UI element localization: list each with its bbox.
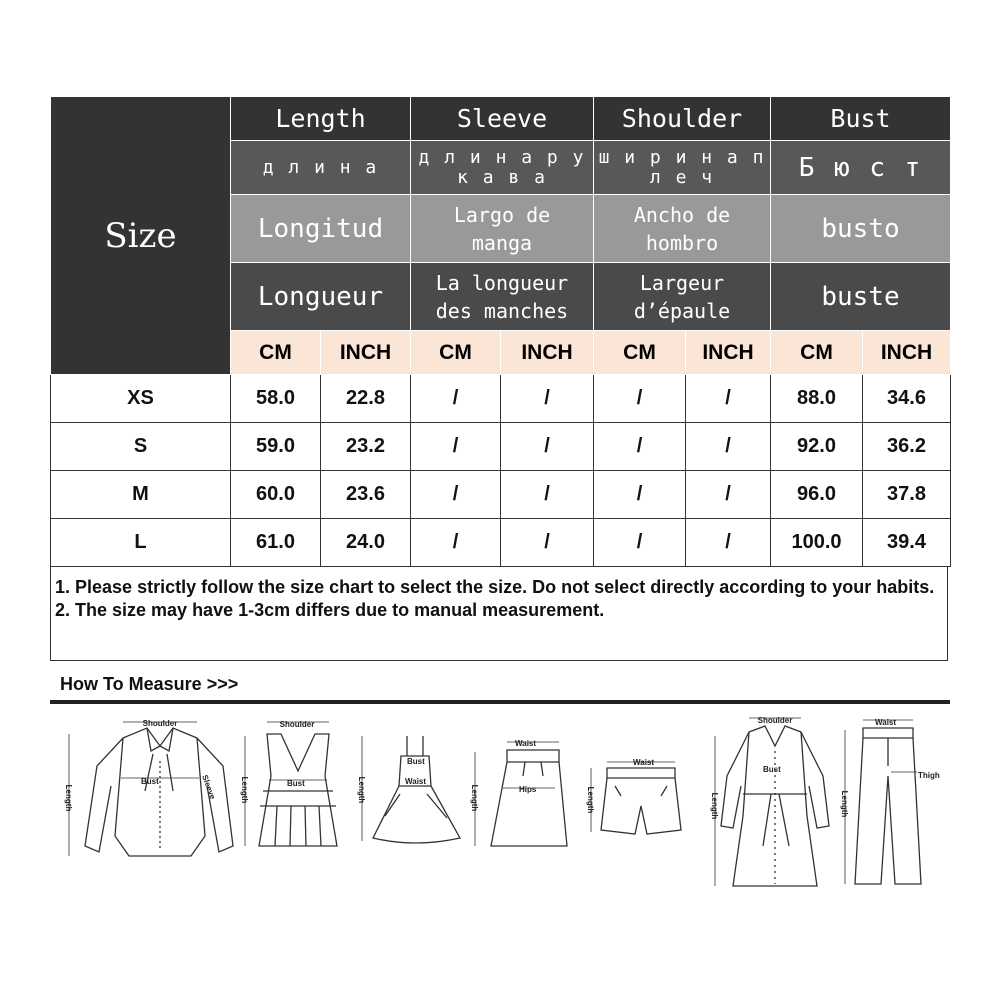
thigh-label: Thigh — [918, 771, 940, 780]
col-header-shoulder-ru: ш и р и н а п л е ч — [594, 141, 771, 195]
col-header-shoulder: Shoulder — [594, 97, 771, 141]
shoulder-label: Shoulder — [142, 719, 178, 728]
table-row — [51, 519, 951, 567]
table-cell: 22.8 — [321, 375, 411, 423]
size-header: Size — [51, 97, 231, 375]
table-cell: / — [411, 471, 501, 519]
table-cell: / — [411, 423, 501, 471]
table-cell: 60.0 — [231, 471, 321, 519]
col-header-length-ru: д л и н а — [231, 141, 411, 195]
table-cell: / — [594, 519, 686, 567]
table-cell: / — [411, 375, 501, 423]
sleeve-label: Sleeve — [200, 773, 218, 801]
table-cell: 34.6 — [863, 375, 951, 423]
bust-label: Bust — [287, 779, 305, 788]
table-cell: / — [501, 471, 594, 519]
blouse-diagram — [64, 719, 233, 856]
length-label: Length — [710, 792, 719, 820]
table-cell: 88.0 — [771, 375, 863, 423]
waist-label: Waist — [633, 758, 655, 767]
table-cell: 39.4 — [863, 519, 951, 567]
col-header-length-es: Longitud — [231, 195, 411, 263]
table-cell: 96.0 — [771, 471, 863, 519]
size-label: XS — [51, 375, 231, 423]
table-cell: / — [594, 471, 686, 519]
unit-header: CM — [231, 331, 321, 375]
how-to-measure-title: How To Measure >>> — [60, 674, 239, 694]
bust-label: Bust — [141, 777, 159, 786]
shorts-diagram — [586, 758, 681, 834]
size-label: S — [51, 423, 231, 471]
table-cell: 36.2 — [863, 423, 951, 471]
bust-label: Bust — [407, 757, 425, 766]
table-cell: / — [594, 375, 686, 423]
length-label: Length — [586, 786, 595, 814]
note-1: 1. Please strictly follow the size chart to select the size. Do not select directly according to your habits. — [55, 577, 935, 597]
table-cell: 58.0 — [231, 375, 321, 423]
trousers-diagram — [840, 718, 940, 884]
unit-header: INCH — [501, 331, 594, 375]
skirt-diagram — [470, 739, 567, 846]
table-cell: / — [594, 423, 686, 471]
table-cell: 24.0 — [321, 519, 411, 567]
length-label: Length — [840, 790, 849, 818]
shoulder-label: Shoulder — [757, 716, 793, 725]
table-cell: / — [501, 375, 594, 423]
table-cell: / — [686, 375, 771, 423]
bust-label: Bust — [763, 765, 781, 774]
col-header-length-fr: Longueur — [231, 263, 411, 331]
size-chart-table — [50, 96, 951, 567]
table-cell: / — [411, 519, 501, 567]
table-cell: / — [686, 471, 771, 519]
table-row — [51, 375, 951, 423]
size-notes — [50, 566, 948, 661]
waist-label: Waist — [875, 718, 897, 727]
col-header-shoulder-es: Ancho de hombro — [594, 195, 771, 263]
col-header-bust-ru: Б ю с т — [771, 141, 951, 195]
col-header-length: Length — [231, 97, 411, 141]
col-header-sleeve: Sleeve — [411, 97, 594, 141]
table-cell: 23.2 — [321, 423, 411, 471]
table-row — [51, 471, 951, 519]
table-cell: 23.6 — [321, 471, 411, 519]
unit-header: CM — [771, 331, 863, 375]
note-2: 2. The size may have 1-3cm differs due to manual measurement. — [55, 600, 605, 620]
waist-label: Waist — [515, 739, 537, 748]
dress-diagram — [357, 736, 460, 843]
section-divider — [50, 700, 950, 704]
unit-header: INCH — [321, 331, 411, 375]
table-cell: 92.0 — [771, 423, 863, 471]
length-label: Length — [240, 776, 249, 804]
waist-label: Waist — [405, 777, 427, 786]
table-cell: 37.8 — [863, 471, 951, 519]
table-cell: 59.0 — [231, 423, 321, 471]
unit-header: INCH — [686, 331, 771, 375]
col-header-sleeve-fr: La longueur des manches — [411, 263, 594, 331]
length-label: Length — [64, 784, 73, 812]
col-header-bust-fr: buste — [771, 263, 951, 331]
how-to-measure-illustrations — [55, 706, 945, 896]
tank-top-diagram — [240, 720, 337, 846]
table-row — [51, 423, 951, 471]
unit-header: INCH — [863, 331, 951, 375]
table-cell: / — [501, 519, 594, 567]
col-header-shoulder-fr: Largeur d’épaule — [594, 263, 771, 331]
coat-diagram — [710, 716, 829, 886]
size-label: M — [51, 471, 231, 519]
col-header-sleeve-ru: д л и н а р у к а в а — [411, 141, 594, 195]
table-cell: 100.0 — [771, 519, 863, 567]
length-label: Length — [470, 784, 479, 812]
shoulder-label: Shoulder — [279, 720, 315, 729]
table-cell: / — [686, 423, 771, 471]
unit-header: CM — [594, 331, 686, 375]
table-cell: 61.0 — [231, 519, 321, 567]
table-cell: / — [686, 519, 771, 567]
hips-label: Hips — [519, 785, 537, 794]
col-header-sleeve-es: Largo de manga — [411, 195, 594, 263]
size-label: L — [51, 519, 231, 567]
length-label: Length — [357, 776, 366, 804]
table-cell: / — [501, 423, 594, 471]
col-header-bust: Bust — [771, 97, 951, 141]
col-header-bust-es: busto — [771, 195, 951, 263]
unit-header: CM — [411, 331, 501, 375]
